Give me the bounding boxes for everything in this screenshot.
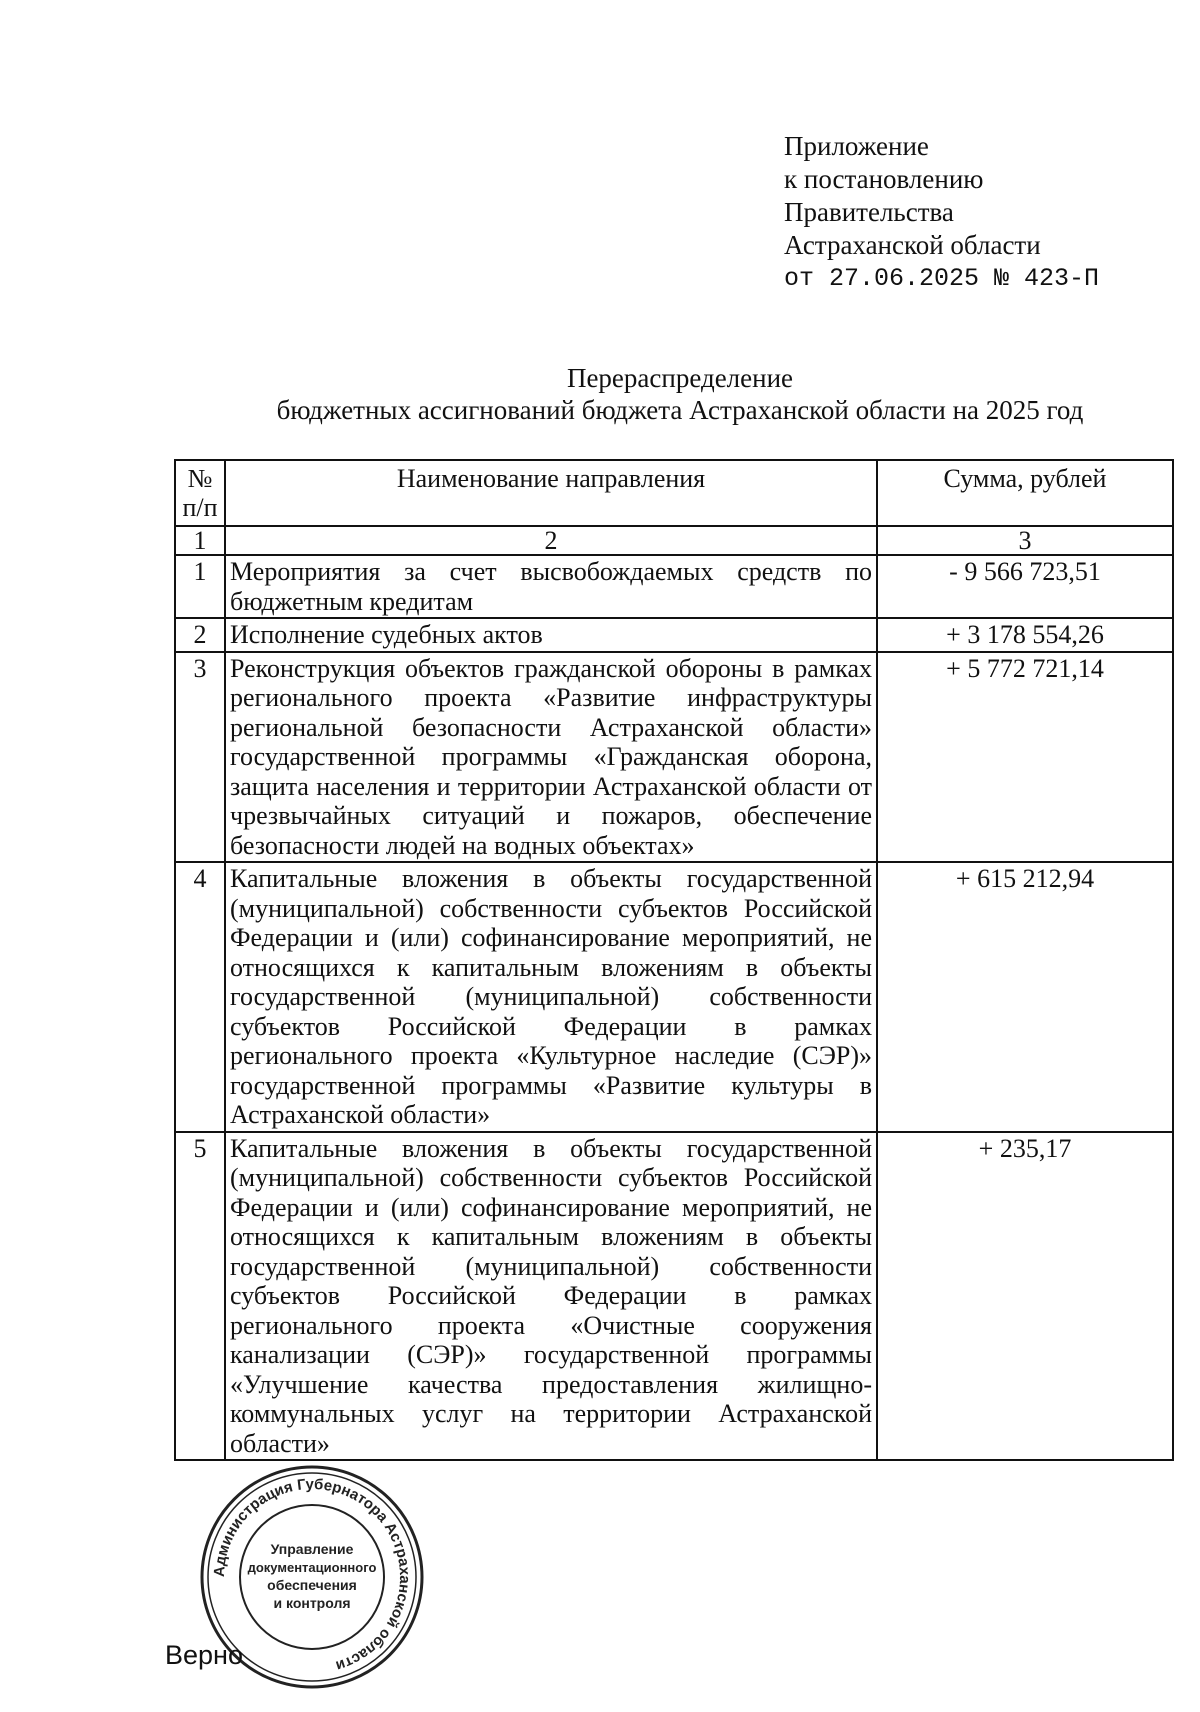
table-row (175, 652, 1173, 863)
appendix-line: к постановлению (784, 164, 984, 194)
row-sum: + 615 212,94 (877, 862, 1173, 1132)
row-sum: + 235,17 (877, 1132, 1173, 1461)
table-row (175, 555, 1173, 618)
heading-line-1: Перераспределение (566, 363, 794, 393)
table-row (175, 1132, 1173, 1461)
stamp-center-line: Управление (270, 1541, 354, 1557)
stamp-ring-text: Администрация Губернатора Астраханской области (210, 1475, 414, 1675)
row-num: 4 (175, 862, 225, 1132)
appendix-line: Астраханской области (784, 230, 1041, 260)
stamp-center-line: обеспечения (267, 1577, 357, 1593)
column-number: 1 (175, 526, 225, 555)
appendix-line: Приложение (784, 131, 929, 161)
document-heading (160, 362, 1200, 426)
row-sum: + 5 772 721,14 (877, 652, 1173, 863)
header-num: № п/п (175, 460, 225, 526)
row-sum: + 3 178 554,26 (877, 618, 1173, 652)
stamp-center-line: документационного (247, 1560, 377, 1575)
row-name: Мероприятия за счет высвобождаемых средств по бюджетным кредитам (225, 555, 877, 618)
column-number-row (175, 526, 1173, 555)
column-number: 2 (225, 526, 877, 555)
row-num: 2 (175, 618, 225, 652)
row-name: Капитальные вложения в объекты государственной (муниципальной) собственности субъектов Российской Федерации и (или) софинансирование мероприятий, не относящихся к капитальным вложениям в объекты государственной (муниципальной) собственности субъектов Российской Федерации в рамках регионального проекта «Культурное наследие (СЭР)» государственной программы «Развитие культуры в Астраханской области» (225, 862, 877, 1132)
row-num: 1 (175, 555, 225, 618)
appendix-block (784, 130, 1144, 295)
verno-label: Верно (165, 1640, 243, 1670)
appendix-line: Правительства (784, 197, 954, 227)
column-number: 3 (877, 526, 1173, 555)
appendix-date: от 27.06.2025 № 423-П (784, 264, 1100, 293)
row-num: 5 (175, 1132, 225, 1461)
row-name: Капитальные вложения в объекты государственной (муниципальной) собственности субъектов Российской Федерации и (или) софинансирование мероприятий, не относящихся к капитальным вложениям в объекты государственной (муниципальной) собственности субъектов Российской Федерации в рамках регионального проекта «Очистные сооружения канализации (СЭР)» государственной программы «Улучшение качества предоставления жилищно-коммунальных услуг на территории Астраханской области» (225, 1132, 877, 1461)
header-name: Наименование направления (225, 460, 877, 526)
row-name: Реконструкция объектов гражданской обороны в рамках регионального проекта «Развитие инфраструктуры региональной безопасности Астраханской области» государственной программы «Гражданская оборона, защита населения и территории Астраханской области от чрезвычайных ситуаций и пожаров, обеспечение безопасности людей на водных объектах» (225, 652, 877, 863)
row-sum: - 9 566 723,51 (877, 555, 1173, 618)
budget-table (174, 459, 1174, 1461)
table-row (175, 862, 1173, 1132)
table-header-row (175, 460, 1173, 526)
row-num: 3 (175, 652, 225, 863)
header-sum: Сумма, рублей (877, 460, 1173, 526)
heading-line-2: бюджетных ассигнований бюджета Астраханской области на 2025 год (276, 395, 1084, 425)
table-row (175, 618, 1173, 652)
stamp-center-line: и контроля (273, 1595, 351, 1611)
row-name: Исполнение судебных актов (225, 618, 877, 652)
